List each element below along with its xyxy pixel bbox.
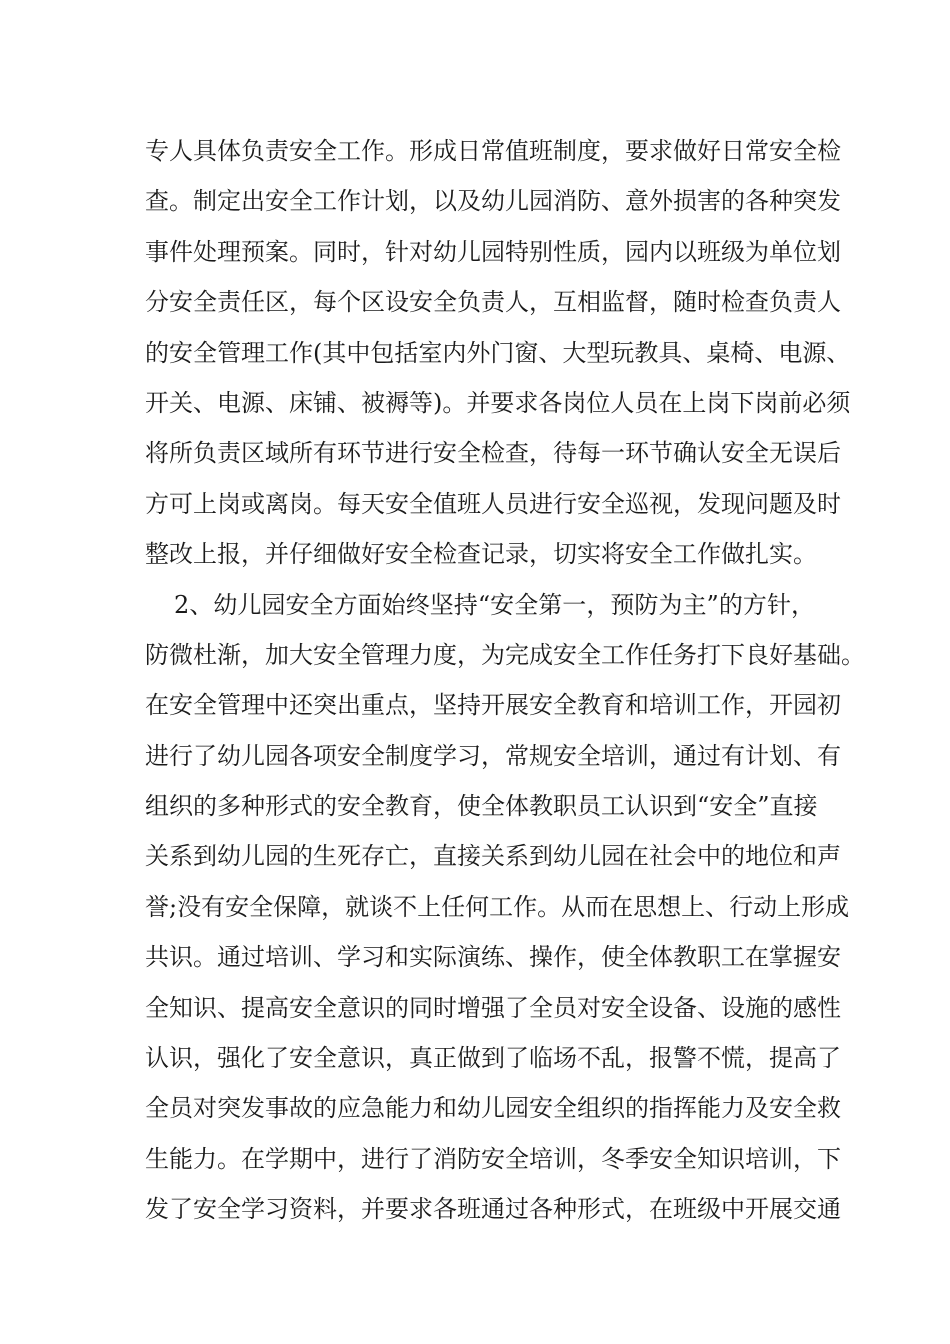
text-line: 专人具体负责安全工作。形成日常值班制度，要求做好日常安全检 <box>145 137 841 165</box>
text-line: 进行了幼儿园各项安全制度学习，常规安全培训，通过有计划、有 <box>145 741 841 770</box>
text-line: 开关、电源、床铺、被褥等)。并要求各岗位人员在上岗下岗前必须 <box>145 388 851 417</box>
text-line: 全员对突发事故的应急能力和幼儿园安全组织的指挥能力及安全救 <box>145 1094 841 1123</box>
text-line: 将所负责区域所有环节进行安全检查，待每一环节确认安全无误后 <box>145 439 841 468</box>
text-line: 在安全管理中还突出重点，坚持开展安全教育和培训工作，开园初 <box>145 691 841 720</box>
paragraph-end-line: 整改上报，并仔细做好安全检查记录，切实将安全工作做扎实。 <box>145 540 817 569</box>
text-line: 组织的多种形式的安全教育，使全体教职员工认识到“安全”直接 <box>145 792 818 821</box>
text-line: 分安全责任区，每个区设安全负责人，互相监督，随时检查负责人 <box>145 288 841 317</box>
body-text <box>145 126 865 1235</box>
text-line: 方可上岗或离岗。每天安全值班人员进行安全巡视，发现问题及时 <box>145 489 841 518</box>
text-line: 认识，强化了安全意识，真正做到了临场不乱，报警不慌，提高了 <box>145 1044 841 1073</box>
text-line: 的安全管理工作(其中包括室内外门窗、大型玩教具、桌椅、电源、 <box>145 338 851 367</box>
text-line: 全知识、提高安全意识的同时增强了全员对安全设备、设施的感性 <box>145 993 841 1022</box>
text-line: 事件处理预案。同时，针对幼儿园特别性质，园内以班级为单位划 <box>145 237 841 266</box>
text-line: 共识。通过培训、学习和实际演练、操作，使全体教职工在掌握安 <box>145 943 841 972</box>
paragraph-start-line: 2、幼儿园安全方面始终坚持“安全第一，预防为主”的方针， <box>174 590 815 619</box>
text-line: 查。制定出安全工作计划，以及幼儿园消防、意外损害的各种突发 <box>145 187 841 216</box>
text-line: 关系到幼儿园的生死存亡，直接关系到幼儿园在社会中的地位和声 <box>145 842 841 871</box>
text-line: 生能力。在学期中，进行了消防安全培训，冬季安全知识培训，下 <box>145 1144 841 1173</box>
text-line: 誉;没有安全保障，就谈不上任何工作。从而在思想上、行动上形成 <box>145 892 850 921</box>
text-line: 发了安全学习资料，并要求各班通过各种形式，在班级中开展交通 <box>145 1195 841 1224</box>
text-line: 防微杜渐，加大安全管理力度，为完成安全工作任务打下良好基础。 <box>145 640 865 669</box>
